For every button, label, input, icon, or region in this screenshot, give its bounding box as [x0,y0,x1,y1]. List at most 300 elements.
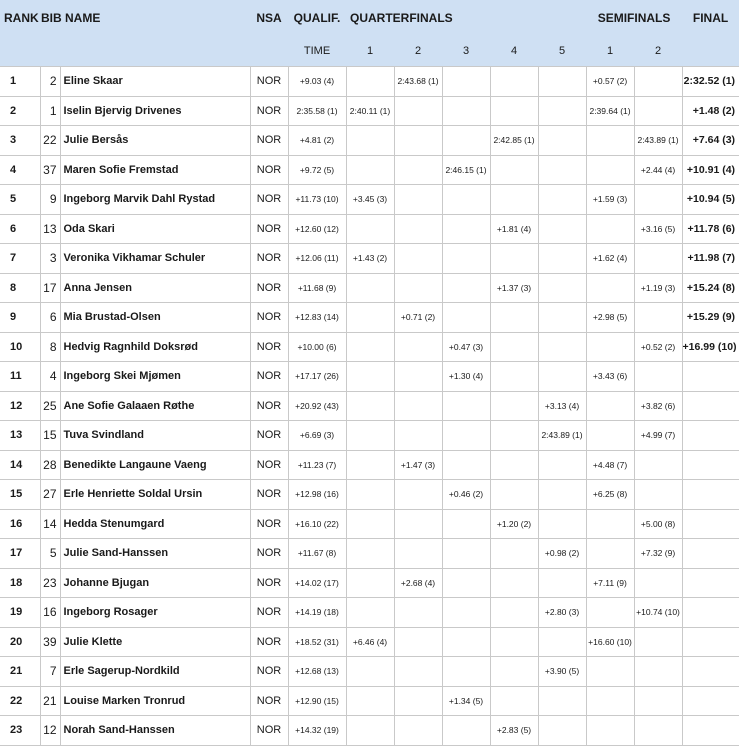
semifinal-1-cell [586,273,634,303]
header-quarterfinals: QUARTERFINALS [346,0,586,36]
bib-cell: 39 [40,627,60,657]
quarterfinal-4-cell [490,362,538,392]
quarterfinal-4-cell: +2.83 (5) [490,716,538,746]
qualif-time: +12.90 (15) [288,686,346,716]
athlete-name: Norah Sand-Hanssen [60,716,250,746]
table-row [0,67,739,97]
quarterfinal-3-cell: +0.46 (2) [442,480,490,510]
bib-cell: 6 [40,303,60,333]
header-bib: BIB [41,11,62,25]
quarterfinal-2-cell [394,657,442,687]
table-row [0,716,739,746]
quarterfinal-2-cell [394,96,442,126]
quarterfinal-2-cell [394,716,442,746]
quarterfinal-1-cell [346,362,394,392]
semifinal-2-cell [634,185,682,215]
quarterfinal-5-cell [538,450,586,480]
qualif-time: 2:35.58 (1) [288,96,346,126]
quarterfinal-3-cell [442,67,490,97]
semifinal-1-cell: +1.59 (3) [586,185,634,215]
nsa-cell: NOR [250,450,288,480]
semifinal-2-cell: +4.99 (7) [634,421,682,451]
quarterfinal-3-cell [442,598,490,628]
bib-cell: 2 [40,67,60,97]
final-cell [682,598,739,628]
athlete-name: Louise Marken Tronrud [60,686,250,716]
athlete-name: Ingeborg Rosager [60,598,250,628]
nsa-cell: NOR [250,509,288,539]
quarterfinal-5-cell [538,244,586,274]
rank-cell: 3 [0,126,40,156]
rank-cell: 19 [0,598,40,628]
semifinal-2-cell: 2:43.89 (1) [634,126,682,156]
quarterfinal-5-cell [538,126,586,156]
header-time: TIME [288,36,346,67]
quarterfinal-1-cell [346,155,394,185]
final-cell: +10.94 (5) [682,185,739,215]
quarterfinal-5-cell: +2.80 (3) [538,598,586,628]
bib-cell: 23 [40,568,60,598]
semifinal-1-cell [586,539,634,569]
nsa-cell: NOR [250,598,288,628]
rank-cell: 17 [0,539,40,569]
quarterfinal-4-cell [490,185,538,215]
qualif-time: +20.92 (43) [288,391,346,421]
header-name: NAME [65,11,101,25]
bib-cell: 28 [40,450,60,480]
table-body [0,67,739,746]
quarterfinal-3-cell [442,450,490,480]
athlete-name: Hedda Stenumgard [60,509,250,539]
semifinal-2-cell [634,480,682,510]
quarterfinal-5-cell [538,686,586,716]
qualif-time: +9.03 (4) [288,67,346,97]
quarterfinal-3-cell [442,539,490,569]
final-cell [682,686,739,716]
final-cell: +11.78 (6) [682,214,739,244]
rank-cell: 22 [0,686,40,716]
header-sf-1: 1 [586,36,634,67]
quarterfinal-5-cell [538,303,586,333]
quarterfinal-3-cell: +1.30 (4) [442,362,490,392]
quarterfinal-1-cell: +6.46 (4) [346,627,394,657]
header-qf-1: 1 [346,36,394,67]
rank-cell: 21 [0,657,40,687]
quarterfinal-4-cell [490,568,538,598]
semifinal-1-cell [586,716,634,746]
semifinal-2-cell [634,244,682,274]
qualif-time: +12.06 (11) [288,244,346,274]
final-cell [682,421,739,451]
nsa-cell: NOR [250,155,288,185]
table-row [0,185,739,215]
semifinal-2-cell [634,627,682,657]
final-cell: +11.98 (7) [682,244,739,274]
semifinal-2-cell [634,568,682,598]
athlete-name: Iselin Bjervig Drivenes [60,96,250,126]
final-cell [682,450,739,480]
semifinal-1-cell: +7.11 (9) [586,568,634,598]
athlete-name: Eline Skaar [60,67,250,97]
table-row [0,627,739,657]
athlete-name: Hedvig Ragnhild Doksrød [60,332,250,362]
quarterfinal-3-cell [442,214,490,244]
quarterfinal-4-cell [490,450,538,480]
nsa-cell: NOR [250,657,288,687]
quarterfinal-3-cell [442,627,490,657]
quarterfinal-4-cell: +1.20 (2) [490,509,538,539]
quarterfinal-5-cell: +3.90 (5) [538,657,586,687]
rank-cell: 6 [0,214,40,244]
nsa-cell: NOR [250,303,288,333]
quarterfinal-2-cell: 2:43.68 (1) [394,67,442,97]
rank-cell: 1 [0,67,40,97]
semifinal-2-cell [634,67,682,97]
athlete-name: Maren Sofie Fremstad [60,155,250,185]
quarterfinal-1-cell [346,450,394,480]
nsa-cell: NOR [250,96,288,126]
quarterfinal-5-cell [538,568,586,598]
qualif-time: +12.68 (13) [288,657,346,687]
qualif-time: +11.73 (10) [288,185,346,215]
semifinal-1-cell: +2.98 (5) [586,303,634,333]
nsa-cell: NOR [250,185,288,215]
quarterfinal-3-cell [442,273,490,303]
athlete-name: Ingeborg Skei Mjømen [60,362,250,392]
quarterfinal-1-cell [346,391,394,421]
table-row [0,303,739,333]
quarterfinal-5-cell [538,627,586,657]
quarterfinal-4-cell [490,598,538,628]
athlete-name: Mia Brustad-Olsen [60,303,250,333]
quarterfinal-2-cell [394,686,442,716]
bib-cell: 25 [40,391,60,421]
athlete-name: Erle Henriette Soldal Ursin [60,480,250,510]
bib-cell: 5 [40,539,60,569]
rank-cell: 7 [0,244,40,274]
quarterfinal-1-cell [346,332,394,362]
quarterfinal-4-cell [490,391,538,421]
quarterfinal-5-cell [538,480,586,510]
nsa-cell: NOR [250,568,288,598]
quarterfinal-5-cell [538,716,586,746]
qualif-time: +17.17 (26) [288,362,346,392]
qualif-time: +12.83 (14) [288,303,346,333]
bib-cell: 37 [40,155,60,185]
bib-cell: 12 [40,716,60,746]
final-cell [682,627,739,657]
quarterfinal-3-cell [442,391,490,421]
semifinal-1-cell [586,657,634,687]
final-cell: +10.91 (4) [682,155,739,185]
rank-cell: 4 [0,155,40,185]
semifinal-2-cell: +3.82 (6) [634,391,682,421]
quarterfinal-1-cell [346,509,394,539]
quarterfinal-2-cell [394,244,442,274]
final-cell: 2:32.52 (1) [682,67,739,97]
nsa-cell: NOR [250,273,288,303]
table-row [0,214,739,244]
header-qualif: QUALIF. [288,0,346,36]
qualif-time: +14.02 (17) [288,568,346,598]
quarterfinal-5-cell [538,214,586,244]
rank-cell: 5 [0,185,40,215]
quarterfinal-1-cell: +3.45 (3) [346,185,394,215]
semifinal-2-cell [634,362,682,392]
quarterfinal-4-cell [490,627,538,657]
final-cell [682,568,739,598]
bib-cell: 3 [40,244,60,274]
quarterfinal-1-cell [346,598,394,628]
quarterfinal-2-cell [394,391,442,421]
rank-cell: 23 [0,716,40,746]
rank-cell: 8 [0,273,40,303]
table-row [0,126,739,156]
qualif-time: +14.32 (19) [288,716,346,746]
quarterfinal-1-cell [346,716,394,746]
semifinal-1-cell [586,126,634,156]
quarterfinal-4-cell [490,155,538,185]
final-cell [682,657,739,687]
semifinal-2-cell: +5.00 (8) [634,509,682,539]
quarterfinal-1-cell [346,67,394,97]
table-header [0,0,739,67]
quarterfinal-2-cell: +2.68 (4) [394,568,442,598]
quarterfinal-2-cell [394,273,442,303]
quarterfinal-2-cell [394,332,442,362]
quarterfinal-2-cell [394,627,442,657]
qualif-time: +11.67 (8) [288,539,346,569]
quarterfinal-4-cell [490,421,538,451]
semifinal-1-cell: +6.25 (8) [586,480,634,510]
quarterfinal-2-cell [394,539,442,569]
qualif-time: +6.69 (3) [288,421,346,451]
quarterfinal-3-cell [442,303,490,333]
semifinal-1-cell [586,214,634,244]
header-qf-4: 4 [490,36,538,67]
quarterfinal-3-cell: 2:46.15 (1) [442,155,490,185]
semifinal-1-cell: +16.60 (10) [586,627,634,657]
semifinal-2-cell [634,96,682,126]
quarterfinal-5-cell [538,67,586,97]
semifinal-2-cell [634,303,682,333]
final-cell: +7.64 (3) [682,126,739,156]
nsa-cell: NOR [250,480,288,510]
nsa-cell: NOR [250,214,288,244]
athlete-name: Erle Sagerup-Nordkild [60,657,250,687]
quarterfinal-3-cell [442,185,490,215]
nsa-cell: NOR [250,244,288,274]
semifinal-2-cell: +7.32 (9) [634,539,682,569]
semifinal-2-cell: +3.16 (5) [634,214,682,244]
qualif-time: +14.19 (18) [288,598,346,628]
athlete-name: Julie Bersås [60,126,250,156]
table-row [0,509,739,539]
final-cell [682,391,739,421]
rank-cell: 9 [0,303,40,333]
nsa-cell: NOR [250,126,288,156]
semifinal-1-cell: +0.57 (2) [586,67,634,97]
quarterfinal-3-cell [442,96,490,126]
nsa-cell: NOR [250,67,288,97]
quarterfinal-4-cell [490,539,538,569]
qualif-time: +16.10 (22) [288,509,346,539]
nsa-cell: NOR [250,391,288,421]
final-cell: +16.99 (10) [682,332,739,362]
quarterfinal-5-cell [538,362,586,392]
table-row [0,480,739,510]
quarterfinal-4-cell [490,657,538,687]
rank-cell: 11 [0,362,40,392]
quarterfinal-5-cell: +3.13 (4) [538,391,586,421]
quarterfinal-5-cell [538,155,586,185]
athlete-name: Oda Skari [60,214,250,244]
table-row [0,362,739,392]
nsa-cell: NOR [250,421,288,451]
quarterfinal-5-cell [538,185,586,215]
quarterfinal-1-cell [346,303,394,333]
nsa-cell: NOR [250,627,288,657]
rank-cell: 12 [0,391,40,421]
qualif-time: +18.52 (31) [288,627,346,657]
quarterfinal-5-cell: 2:43.89 (1) [538,421,586,451]
qualif-time: +11.68 (9) [288,273,346,303]
bib-cell: 17 [40,273,60,303]
final-cell [682,362,739,392]
rank-cell: 10 [0,332,40,362]
quarterfinal-5-cell: +0.98 (2) [538,539,586,569]
athlete-name: Anna Jensen [60,273,250,303]
nsa-cell: NOR [250,539,288,569]
quarterfinal-2-cell [394,185,442,215]
quarterfinal-4-cell: +1.81 (4) [490,214,538,244]
table-row [0,244,739,274]
nsa-cell: NOR [250,362,288,392]
table-row [0,332,739,362]
header-qf-2: 2 [394,36,442,67]
header-qf-3: 3 [442,36,490,67]
bib-cell: 21 [40,686,60,716]
quarterfinal-4-cell [490,96,538,126]
rank-cell: 16 [0,509,40,539]
quarterfinal-3-cell [442,244,490,274]
table-row [0,96,739,126]
semifinal-2-cell [634,686,682,716]
qualif-time: +12.98 (16) [288,480,346,510]
semifinal-2-cell: +2.44 (4) [634,155,682,185]
quarterfinal-2-cell: +0.71 (2) [394,303,442,333]
quarterfinal-2-cell [394,155,442,185]
bib-cell: 22 [40,126,60,156]
quarterfinal-1-cell [346,480,394,510]
athlete-name: Veronika Vikhamar Schuler [60,244,250,274]
qualif-time: +9.72 (5) [288,155,346,185]
bib-cell: 27 [40,480,60,510]
quarterfinal-3-cell: +1.34 (5) [442,686,490,716]
semifinal-1-cell [586,509,634,539]
header-bib-name [40,0,250,36]
semifinal-1-cell [586,598,634,628]
semifinal-1-cell [586,686,634,716]
table-row [0,539,739,569]
quarterfinal-2-cell [394,362,442,392]
semifinal-1-cell: +3.43 (6) [586,362,634,392]
semifinal-1-cell: +1.62 (4) [586,244,634,274]
nsa-cell: NOR [250,686,288,716]
rank-cell: 18 [0,568,40,598]
final-cell [682,539,739,569]
bib-cell: 9 [40,185,60,215]
quarterfinal-4-cell: +1.37 (3) [490,273,538,303]
semifinal-2-cell [634,716,682,746]
nsa-cell: NOR [250,332,288,362]
quarterfinal-2-cell [394,480,442,510]
quarterfinal-4-cell: 2:42.85 (1) [490,126,538,156]
semifinal-2-cell: +10.74 (10) [634,598,682,628]
bib-cell: 15 [40,421,60,451]
final-cell: +15.29 (9) [682,303,739,333]
qualif-time: +4.81 (2) [288,126,346,156]
quarterfinal-4-cell [490,332,538,362]
semifinal-2-cell [634,657,682,687]
quarterfinal-4-cell [490,67,538,97]
qualif-time: +12.60 (12) [288,214,346,244]
quarterfinal-1-cell [346,568,394,598]
bib-cell: 16 [40,598,60,628]
nsa-cell: NOR [250,716,288,746]
qualif-time: +10.00 (6) [288,332,346,362]
athlete-name: Ane Sofie Galaaen Røthe [60,391,250,421]
quarterfinal-4-cell [490,480,538,510]
table-row [0,568,739,598]
bib-cell: 1 [40,96,60,126]
header-spacer [0,36,288,67]
quarterfinal-2-cell [394,126,442,156]
quarterfinal-1-cell [346,686,394,716]
table-row [0,657,739,687]
table-row [0,391,739,421]
quarterfinal-3-cell [442,421,490,451]
rank-cell: 20 [0,627,40,657]
quarterfinal-1-cell [346,214,394,244]
final-cell: +1.48 (2) [682,96,739,126]
athlete-name: Julie Klette [60,627,250,657]
athlete-name: Johanne Bjugan [60,568,250,598]
bib-cell: 13 [40,214,60,244]
quarterfinal-4-cell [490,244,538,274]
header-qf-5: 5 [538,36,586,67]
final-cell [682,509,739,539]
table-row [0,155,739,185]
table-row [0,273,739,303]
quarterfinal-1-cell [346,657,394,687]
quarterfinal-3-cell [442,126,490,156]
final-cell [682,480,739,510]
athlete-name: Ingeborg Marvik Dahl Rystad [60,185,250,215]
header-final-spacer [682,36,739,67]
semifinal-2-cell [634,450,682,480]
athlete-name: Tuva Svindland [60,421,250,451]
semifinal-2-cell: +1.19 (3) [634,273,682,303]
quarterfinal-4-cell [490,303,538,333]
table-row [0,598,739,628]
final-cell: +15.24 (8) [682,273,739,303]
table-row [0,686,739,716]
bib-cell: 14 [40,509,60,539]
quarterfinal-3-cell [442,509,490,539]
quarterfinal-3-cell [442,657,490,687]
quarterfinal-1-cell [346,273,394,303]
